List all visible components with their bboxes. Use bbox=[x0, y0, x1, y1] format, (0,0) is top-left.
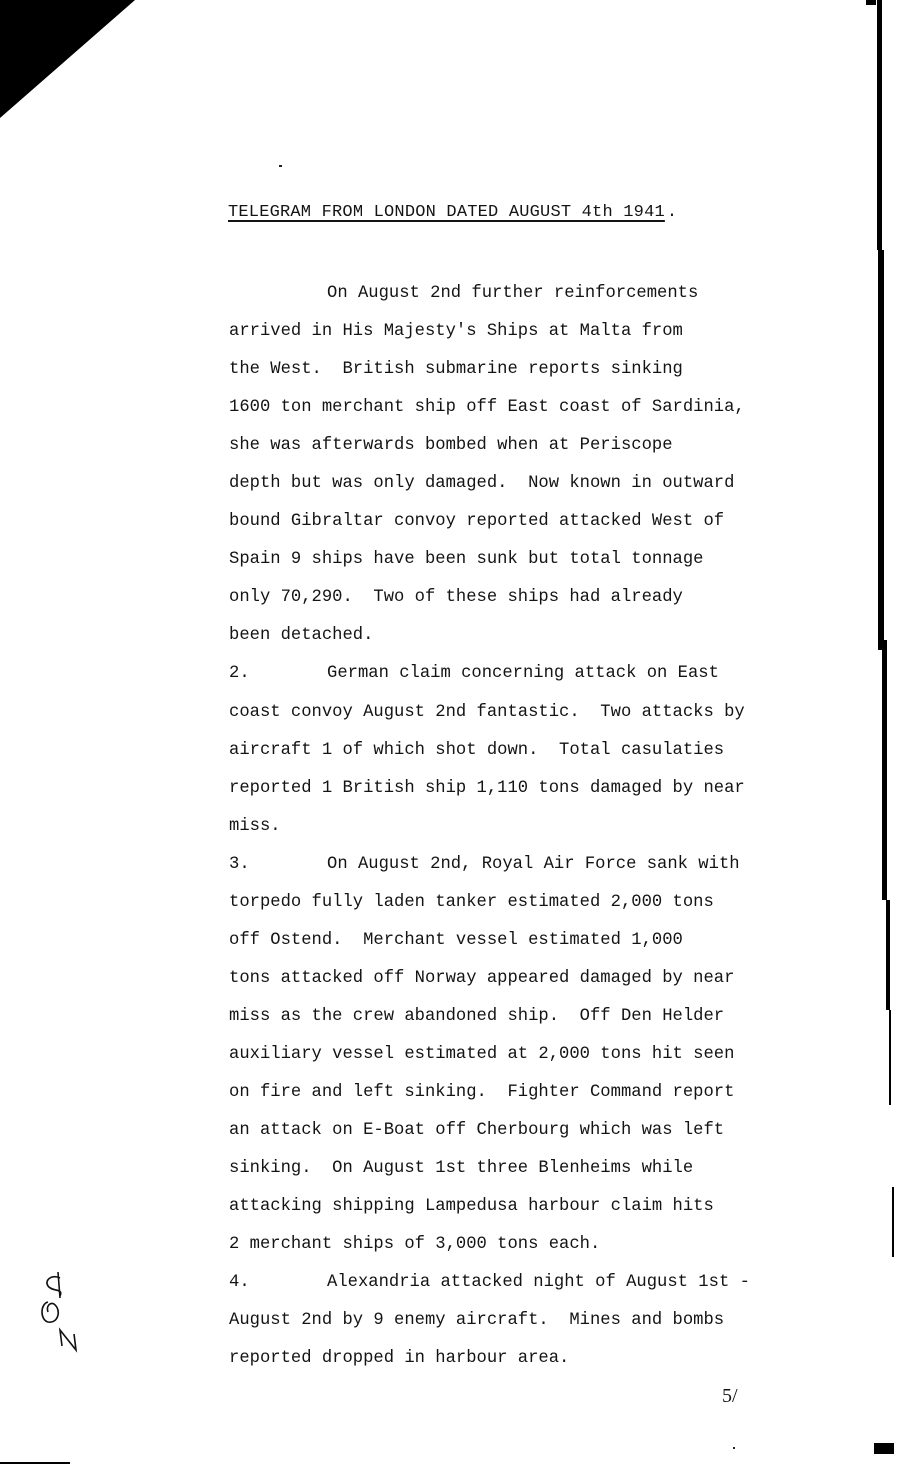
line-text: coast convoy August 2nd fantastic. Two attacks by bbox=[229, 702, 745, 722]
document-line bbox=[229, 966, 829, 1004]
document-line bbox=[229, 776, 829, 814]
document-line bbox=[229, 281, 829, 319]
document-line bbox=[229, 547, 829, 585]
document-line bbox=[229, 395, 829, 433]
document-line bbox=[229, 1156, 829, 1194]
document-line bbox=[229, 1118, 829, 1156]
document-line bbox=[229, 700, 829, 738]
document-line bbox=[229, 1004, 829, 1042]
line-text: depth but was only damaged. Now known in outward bbox=[229, 474, 735, 494]
document-line bbox=[229, 1270, 829, 1308]
line-text: an attack on E-Boat off Cherbourg which was left bbox=[229, 1121, 725, 1141]
document-line bbox=[229, 1194, 829, 1232]
line-text: Alexandria attacked night of August 1st - bbox=[327, 1273, 750, 1293]
line-text: aircraft 1 of which shot down. Total casulaties bbox=[229, 740, 725, 760]
line-text: 2 merchant ships of 3,000 tons each. bbox=[229, 1235, 601, 1255]
document-line bbox=[229, 814, 829, 852]
line-text: bound Gibraltar convoy reported attacked West of bbox=[229, 512, 725, 532]
line-text: On August 2nd, Royal Air Force sank with bbox=[327, 854, 740, 874]
document-line bbox=[229, 738, 829, 776]
scan-edge-line-4 bbox=[886, 900, 890, 1010]
line-text: been detached. bbox=[229, 626, 374, 646]
line-text: August 2nd by 9 enemy aircraft. Mines and bombs bbox=[229, 1311, 725, 1331]
document-line bbox=[229, 357, 829, 395]
line-text: reported 1 British ship 1,110 tons damaged by near bbox=[229, 778, 745, 798]
line-text: torpedo fully laden tanker estimated 2,000 tons bbox=[229, 892, 714, 912]
paragraph-number: 3. bbox=[229, 854, 250, 874]
line-text: Spain 9 ships have been sunk but total tonnage bbox=[229, 550, 704, 570]
line-text: On August 2nd further reinforcements bbox=[327, 284, 699, 303]
paragraph-number: 4. bbox=[229, 1273, 250, 1293]
document-line bbox=[229, 661, 829, 699]
line-text: auxiliary vessel estimated at 2,000 tons hit seen bbox=[229, 1044, 735, 1064]
line-text: she was afterwards bombed when at Periscope bbox=[229, 436, 673, 456]
line-text: tons attacked off Norway appeared damaged by near bbox=[229, 968, 735, 988]
scan-edge-line-2 bbox=[878, 250, 884, 650]
scan-edge-line-1 bbox=[877, 0, 882, 250]
line-text: sinking. On August 1st three Blenheims while bbox=[229, 1159, 694, 1179]
document-title-text: TELEGRAM FROM LONDON DATED AUGUST 4th 1941 bbox=[228, 203, 665, 222]
scan-corner-fold bbox=[0, 0, 135, 118]
document-line bbox=[229, 509, 829, 547]
handwritten-margin-annotation bbox=[30, 1268, 90, 1368]
scan-edge-line-5 bbox=[889, 1010, 891, 1105]
line-text: 1600 ton merchant ship off East coast of Sardinia, bbox=[229, 398, 745, 418]
page-continuation-marker: 5/ bbox=[722, 1385, 738, 1407]
scan-speck bbox=[733, 1447, 735, 1449]
document-line bbox=[229, 433, 829, 471]
document-line bbox=[229, 623, 829, 661]
line-text: miss as the crew abandoned ship. Off Den Helder bbox=[229, 1006, 725, 1026]
line-text: attacking shipping Lampedusa harbour claim hits bbox=[229, 1197, 714, 1217]
line-text: the West. British submarine reports sinking bbox=[229, 360, 683, 380]
document-line bbox=[229, 890, 829, 928]
line-text: miss. bbox=[229, 816, 281, 836]
document-line bbox=[229, 585, 829, 623]
paragraph-number: 2. bbox=[229, 664, 250, 684]
scan-edge-line-3 bbox=[882, 640, 887, 900]
line-text: reported dropped in harbour area. bbox=[229, 1349, 570, 1369]
document-title bbox=[228, 203, 677, 222]
document-line bbox=[229, 1308, 829, 1346]
document-line bbox=[229, 471, 829, 509]
document-line bbox=[229, 1080, 829, 1118]
document-line bbox=[229, 319, 829, 357]
line-text: off Ostend. Merchant vessel estimated 1,000 bbox=[229, 930, 683, 950]
document-line bbox=[229, 852, 829, 890]
scan-edge-line-6 bbox=[892, 1187, 894, 1257]
document-body bbox=[229, 281, 829, 1384]
document-line bbox=[229, 928, 829, 966]
document-title-terminator: . bbox=[666, 203, 678, 222]
document-line bbox=[229, 1346, 829, 1384]
scan-speck bbox=[279, 165, 282, 167]
line-text: arrived in His Majesty's Ships at Malta from bbox=[229, 322, 683, 342]
document-line bbox=[229, 1232, 829, 1270]
scan-corner-block bbox=[874, 1443, 894, 1454]
line-text: on fire and left sinking. Fighter Command report bbox=[229, 1082, 735, 1102]
scan-edge-line-top bbox=[866, 0, 876, 5]
line-text: German claim concerning attack on East bbox=[327, 664, 719, 684]
document-line bbox=[229, 1042, 829, 1080]
line-text: only 70,290. Two of these ships had already bbox=[229, 588, 683, 608]
